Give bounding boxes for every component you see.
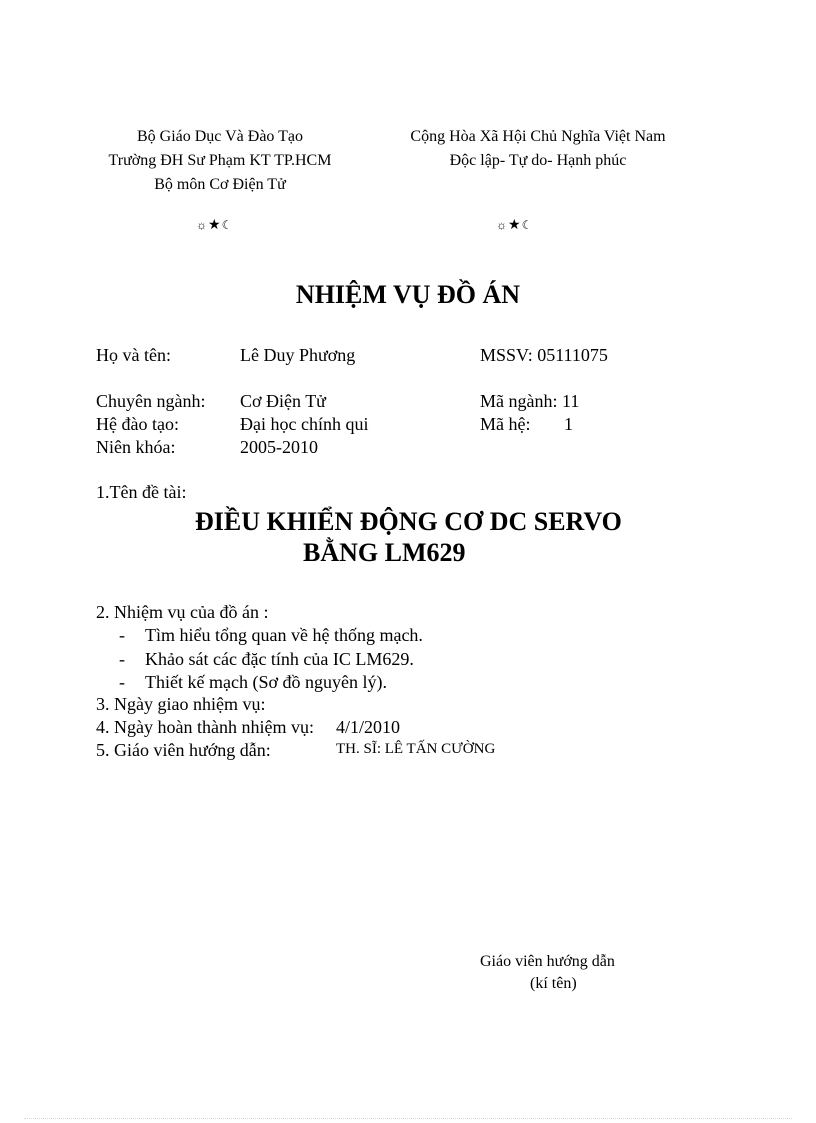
student-id: MSSV: 05111075 (480, 345, 608, 365)
document-title: NHIỆM VỤ ĐỒ ÁN (295, 280, 521, 309)
name-value: Lê Duy Phương (240, 345, 356, 365)
major-label: Chuyên ngành: (96, 391, 206, 411)
header-left-ornament: ☼★☾ (196, 218, 234, 233)
system-value: Đại học chính qui (240, 414, 369, 434)
header-right-ornament: ☼★☾ (496, 218, 534, 233)
task-bullet: - (119, 672, 125, 692)
task-bullet: - (119, 625, 125, 645)
system-code-value: 1 (564, 414, 573, 434)
header-left (100, 125, 340, 197)
task-item: Tìm hiểu tổng quan về hệ thống mạch. (145, 625, 423, 645)
task-item: Thiết kế mạch (Sơ đồ nguyên lý). (145, 672, 387, 692)
page-bottom-divider (24, 1118, 792, 1119)
major-value: Cơ Điện Tử (240, 391, 326, 411)
country-name: Cộng Hòa Xã Hội Chủ Nghĩa Việt Nam (410, 128, 666, 145)
system-label: Hệ đào tạo: (96, 414, 179, 434)
year-label: Niên khóa: (96, 437, 176, 457)
assign-date-label: 3. Ngày giao nhiệm vụ: (96, 694, 266, 714)
task-item: Khảo sát các đặc tính của IC LM629. (145, 649, 414, 669)
header-right (398, 125, 678, 173)
finish-date-label: 4. Ngày hoàn thành nhiệm vụ: (96, 717, 314, 737)
advisor-label: 5. Giáo viên hướng dẫn: (96, 740, 271, 760)
signature-title: Giáo viên hướng dẫn (480, 953, 615, 970)
system-code-label: Mã hệ: (480, 414, 531, 434)
year-value: 2005-2010 (240, 437, 318, 457)
name-label: Họ và tên: (96, 345, 171, 365)
department-name: Bộ môn Cơ Điện Tử (154, 176, 286, 193)
signature-note: (kí tên) (530, 975, 577, 992)
topic-line-2: BẰNG LM629 (303, 538, 466, 567)
topic-label: 1.Tên đề tài: (96, 482, 187, 502)
motto: Độc lập- Tự do- Hạnh phúc (449, 152, 627, 169)
major-code: Mã ngành: 11 (480, 391, 580, 411)
ministry-name: Bộ Giáo Dục Và Đào Tạo (136, 128, 304, 145)
university-name: Trường ĐH Sư Phạm KT TP.HCM (108, 152, 332, 169)
topic-line-1: ĐIỀU KHIỂN ĐỘNG CƠ DC SERVO (195, 507, 622, 536)
task-bullet: - (119, 649, 125, 669)
finish-date-value: 4/1/2010 (336, 717, 401, 737)
advisor-value: TH. SĨ: LÊ TẤN CƯỜNG (336, 741, 496, 757)
tasks-heading: 2. Nhiệm vụ của đồ án : (96, 602, 269, 622)
